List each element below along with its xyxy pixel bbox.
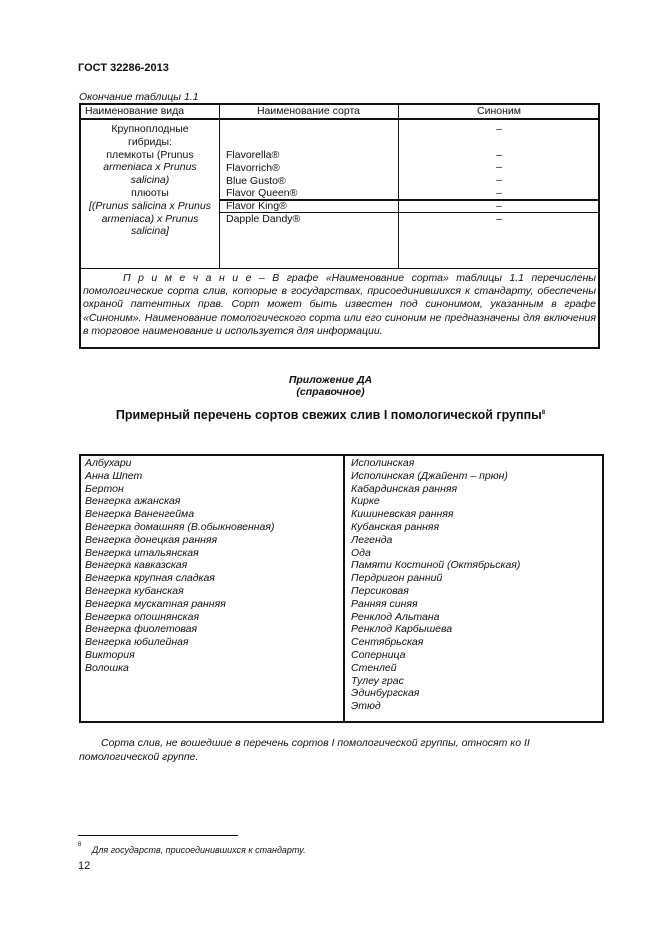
- synonym-list: – – – – – – –: [496, 123, 502, 225]
- col-header-synonym: Синоним: [477, 105, 521, 117]
- varieties-right-column: Исполинская Исполинская (Джайент – прюн) Кабардинская ранняя Кирке Кишиневская ранняя Кубанская ранняя Легенда Ода Памяти Костиной (Октябрьская) Пердригон ранний Персиковая Ранняя синяя Ренклод Альтана Ренклод Карбышева Сентябрьская Соперница Стенлей Тулеу грас Эдинбургская Этюд: [351, 457, 521, 713]
- page-number: 12: [78, 860, 91, 872]
- footnote-rule: [78, 835, 238, 836]
- appendix-title: Приложение ДА: [288, 374, 373, 386]
- variety-list: Flavorella® Flavorrich® Blue Gusto® Flavor Queen® Flavor King® Dapple Dandy®: [226, 149, 301, 225]
- table-caption: Окончание таблицы 1.1: [79, 91, 199, 103]
- footnote-number: 8: [78, 842, 82, 848]
- species-cell: Крупноплодные гибриды: племкоты (Prunus armeniaca x Prunus salicina) плюоты [(Prunus salicina x Prunus armeniaca) x Prunus salicina]: [89, 123, 211, 238]
- doc-code: ГОСТ 32286-2013: [78, 62, 169, 74]
- table-note: П р и м е ч а н и е – В графе «Наименование сорта» таблицы 1.1 перечислены помологические сорта слив, которые в государствах, присоединившихся к стандарту, обеспечены охраной патентных прав. Сорт может быть известен под синонимом, указанным в графе «Синоним». Наименование помологического сорта или его синоним не предназначены для включения в торговое наименование и используется для информации.: [83, 272, 596, 337]
- after-list-text: Сорта слив, не вошедшие в перечень сортов I помологической группы, относят ко II помологической группе.: [79, 737, 530, 763]
- col-header-species: Наименование вида: [85, 105, 185, 117]
- footnote-text: Для государств, присоединившихся к стандарту.: [92, 845, 306, 855]
- appendix-subtitle: (справочное): [296, 386, 365, 398]
- col-header-variety: Наименование сорта: [256, 105, 361, 117]
- table-1-1: [79, 103, 600, 349]
- varieties-left-column: Албухари Анна Шпет Бертон Венгерка ажанская Венгерка Ваненгейма Венгерка домашняя (В.обыкновенная) Венгерка донецкая ранняя Венгерка итальянская Венгерка кавказская Венгерка крупная сладкая Венгерка кубанская Венгерка мускатная ранняя Венгерка опошнянская Венгерка фиолетовая Венгерка юбилейная Виктория Волошка: [85, 457, 275, 674]
- appendix-heading: Примерный перечень сортов свежих слив I помологической группы$^8$: [115, 408, 546, 422]
- plum-varieties-table: [79, 454, 604, 723]
